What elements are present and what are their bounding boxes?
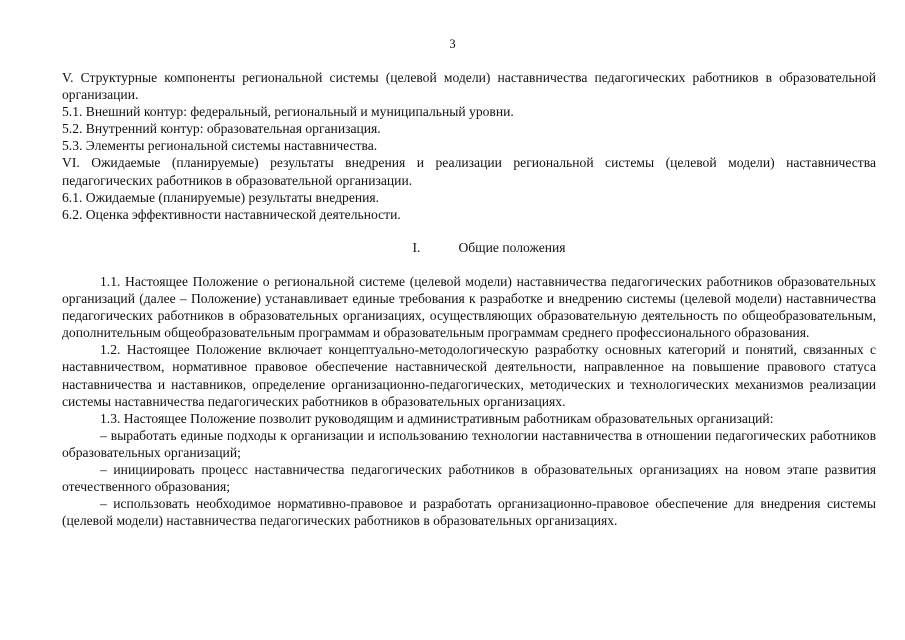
paragraph: 1.3. Настоящее Положение позволит руководящим и административным работникам образовательных организаций: [100, 410, 774, 426]
document-body [62, 69, 876, 529]
paragraph: 1.1. Настоящее Положение о региональной системе (целевой модели) наставничества педагогических работников образовательных организаций (далее – Положение) устанавливает единые требования к разработке и внедрению системы (целевой модели) наставничества педагогических работников в образовательных организациях, осуществляющих образовательную деятельность по общеобразовательным, дополнительным общеобразовательным программам и образовательным программам среднего профессионального образования. [62, 273, 876, 341]
toc-item: 6.1. Ожидаемые (планируемые) результаты внедрения. [62, 189, 380, 205]
toc-item: 6.2. Оценка эффективности наставнической деятельности. [62, 206, 401, 222]
section-heading [62, 239, 876, 256]
list-item: – инициировать процесс наставничества педагогических работников в образовательных организациях на новом этапе развития отечественного образования; [62, 461, 876, 495]
toc-item: VI. Ожидаемые (планируемые) результаты внедрения и реализации региональной системы (целевой модели) наставничества педагогических работников в образовательной организации. [62, 155, 876, 188]
section-number: I. [412, 239, 421, 255]
toc-item: 5.3. Элементы региональной системы наставничества. [62, 138, 378, 154]
toc-item: V. Структурные компоненты региональной системы (целевой модели) наставничества педагогических работников в образовательной организации. [62, 70, 876, 103]
page-number: 3 [449, 37, 456, 51]
toc-item: 5.1. Внешний контур: федеральный, региональный и муниципальный уровни. [62, 104, 514, 120]
list-item: – использовать необходимое нормативно-правовое и разработать организационно-правовое обеспечение для внедрения системы (целевой модели) наставничества педагогических работников в образовательных организациях. [62, 496, 876, 529]
section-title: Общие положения [458, 239, 566, 255]
paragraph: 1.2. Настоящее Положение включает концептуально-методологическую разработку основных категорий и понятий, связанных с наставничеством, нормативное правовое обеспечение наставнической деятельности, направленное на повышение правового статуса наставничества и наставников, определение организационно-педагогических, методических и технологических механизмов реализации системы наставничества педагогических работников в образовательных организациях. [62, 342, 876, 409]
toc-item: 5.2. Внутренний контур: образовательная организация. [62, 121, 381, 137]
list-item: – выработать единые подходы к организации и использованию технологии наставничества в отношении педагогических работников образовательных организаций; [62, 427, 876, 460]
